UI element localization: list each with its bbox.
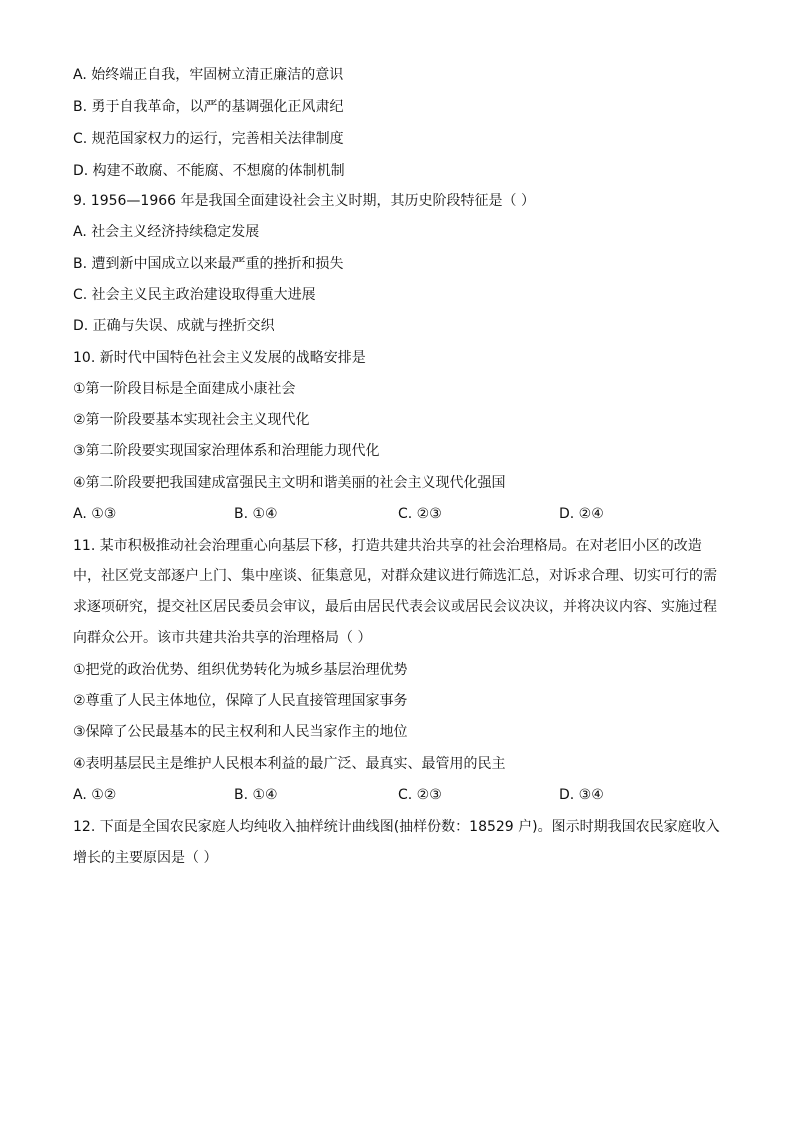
q11-item-1: ①把党的政治优势、组织优势转化为城乡基层治理优势 [73, 662, 408, 678]
q9-stem: 9. 1956—1966 年是我国全面建设社会主义时期，其历史阶段特征是（ ） [73, 193, 535, 209]
q8-option-c: C. 规范国家权力的运行，完善相关法律制度 [73, 131, 344, 147]
q10-item-3: ③第二阶段要实现国家治理体系和治理能力现代化 [73, 443, 380, 459]
q11-choice-c: C. ②③ [398, 787, 442, 803]
q9-option-c: C. 社会主义民主政治建设取得重大进展 [73, 287, 316, 303]
q9-option-b: B. 遭到新中国成立以来最严重的挫折和损失 [73, 256, 344, 272]
q10-item-1: ①第一阶段目标是全面建成小康社会 [73, 381, 296, 397]
q12-stem-line-1: 12. 下面是全国农民家庭人均纯收入抽样统计曲线图(抽样份数：18529 户)。图示时期我国农民家庭收入 [73, 819, 720, 835]
q11-stem-line-4: 向群众公开。该市共建共治共享的治理格局（ ） [73, 630, 372, 646]
q11-item-2: ②尊重了人民主体地位，保障了人民直接管理国家事务 [73, 693, 408, 709]
q8-option-b: B. 勇于自我革命，以严的基调强化正风肃纪 [73, 99, 344, 115]
q10-choice-d: D. ②④ [559, 506, 604, 522]
q11-stem-line-2: 中，社区党支部逐户上门、集中座谈、征集意见，对群众建议进行筛选汇总，对诉求合理、切实可行的需 [73, 568, 717, 584]
q12-stem-line-2: 增长的主要原因是（ ） [73, 850, 218, 866]
q10-item-4: ④第二阶段要把我国建成富强民主文明和谐美丽的社会主义现代化强国 [73, 475, 506, 491]
q11-choices [0, 786, 794, 804]
q11-stem-line-3: 求逐项研究，提交社区居民委员会审议，最后由居民代表会议或居民会议决议，并将决议内容、实施过程 [73, 599, 717, 615]
q11-choice-d: D. ③④ [559, 787, 604, 803]
q10-choice-c: C. ②③ [398, 506, 442, 522]
q10-choice-a: A. ①③ [73, 506, 117, 522]
q11-stem-line-1: 11. 某市积极推动社会治理重心向基层下移，打造共建共治共享的社会治理格局。在对老旧小区的改造 [73, 538, 702, 554]
q10-stem: 10. 新时代中国特色社会主义发展的战略安排是 [73, 350, 366, 366]
q9-option-a: A. 社会主义经济持续稳定发展 [73, 224, 260, 240]
q11-choice-a: A. ①② [73, 787, 117, 803]
q9-option-d: D. 正确与失误、成就与挫折交织 [73, 318, 275, 334]
q11-item-4: ④表明基层民主是维护人民根本利益的最广泛、最真实、最管用的民主 [73, 756, 506, 772]
q8-option-d: D. 构建不敢腐、不能腐、不想腐的体制机制 [73, 163, 345, 179]
q10-choices [0, 505, 794, 523]
q11-choice-b: B. ①④ [234, 787, 278, 803]
q8-option-a: A. 始终端正自我，牢固树立清正廉洁的意识 [73, 67, 344, 83]
q11-item-3: ③保障了公民最基本的民主权利和人民当家作主的地位 [73, 724, 408, 740]
q10-choice-b: B. ①④ [234, 506, 278, 522]
q10-item-2: ②第一阶段要基本实现社会主义现代化 [73, 412, 310, 428]
